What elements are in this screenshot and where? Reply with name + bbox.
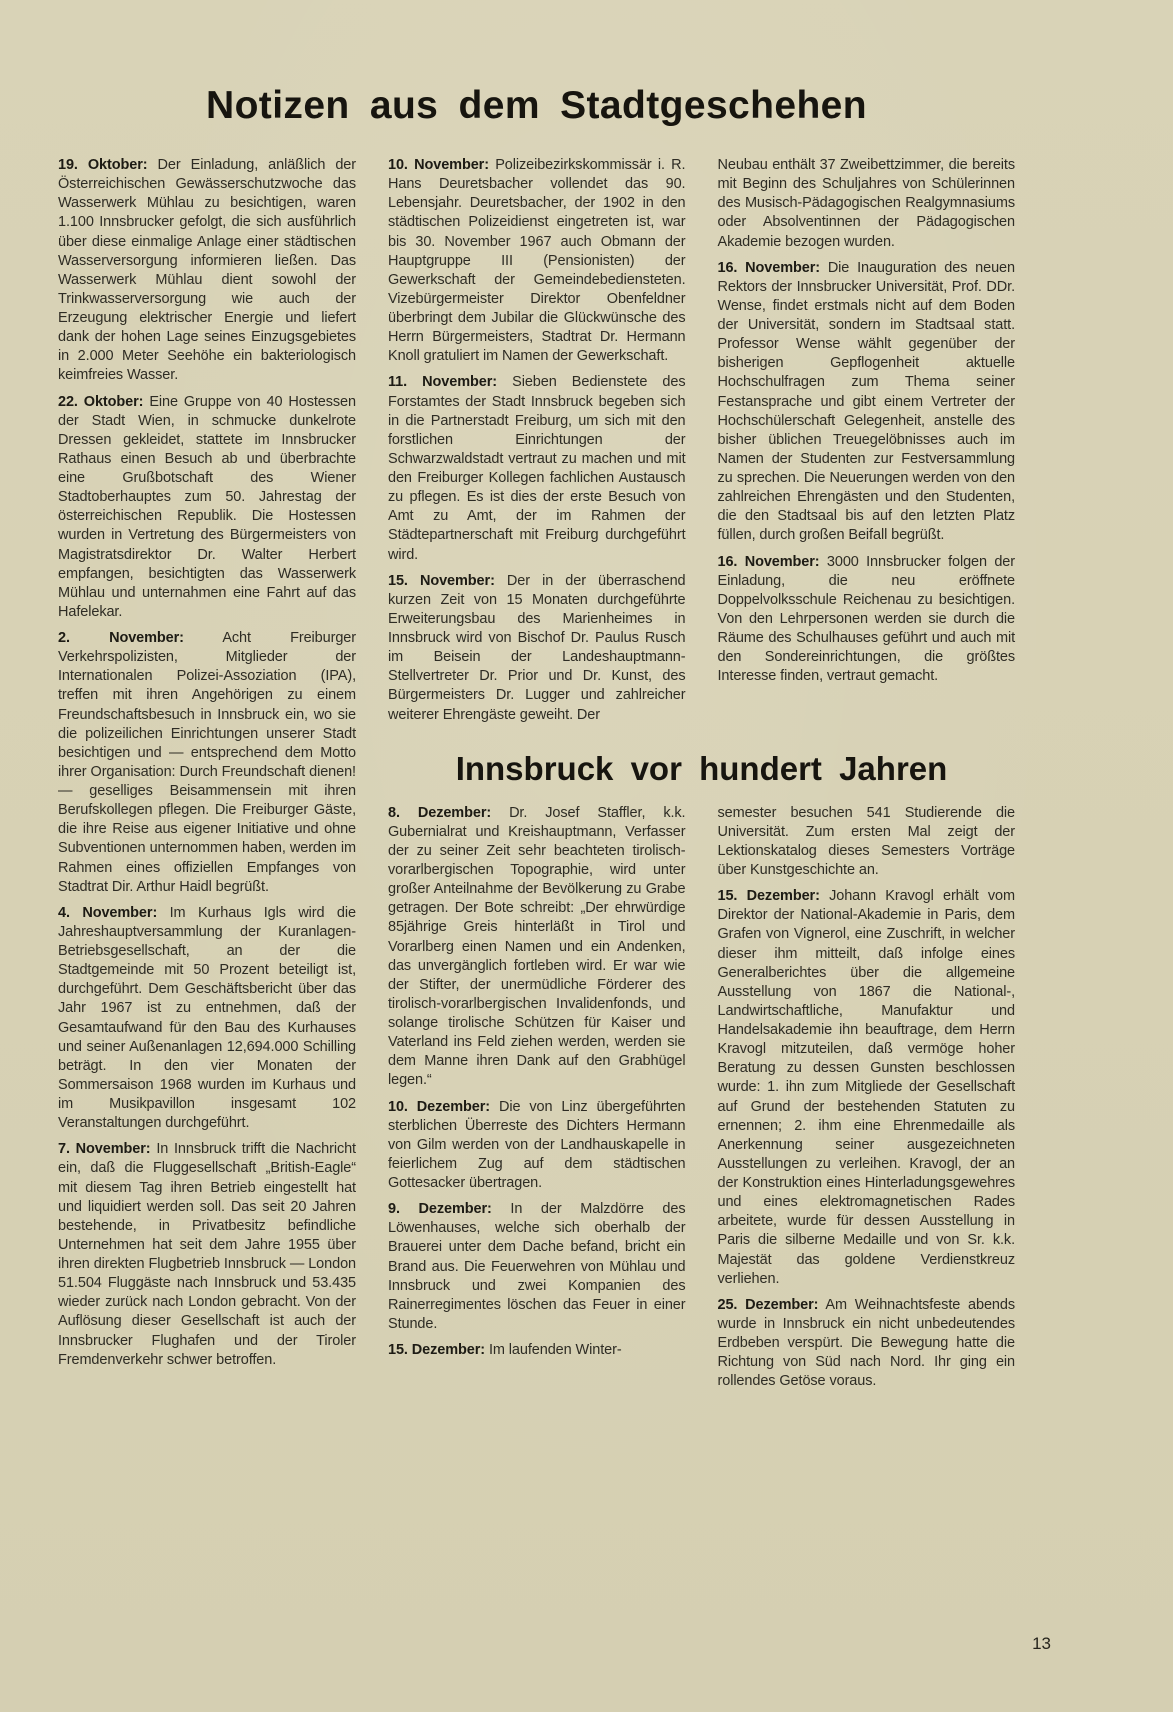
- entry-text: Neubau enthält 37 Zweibettzimmer, die bereits mit Beginn des Schuljahres von Schülerinnen des Musisch-Pädagogischen Realgymnasiums oder Absolventinnen der Pädagogischen Akademie bezogen wurden.: [717, 157, 1015, 250]
- news-entry: [718, 553, 1016, 687]
- news-entry: [388, 1098, 686, 1194]
- entry-text: Acht Freiburger Verkehrspolizisten, Mitglieder der Internationalen Polizei-Assoziation (IPA), treffen mit ihren Angehörigen zu einem Freundschaftsbesuch in Innsbruck ein, wo sie die polizeilichen Einrichtungen unserer Stadt besichtigen und — entsprechend dem Motto ihrer Organisation: Durch Freundschaft dienen! — geselliges Beisammensein mit ihren Berufskollegen pflegen. Die Freiburger Gäste, die ihre Reise aus eigener Initiative und ohne Subventionen unternommen haben, werden im Rahmen eines offiziellen Empfanges von Stadtrat Dir. Arthur Haidl begrüßt.: [58, 630, 356, 895]
- entry-text: semester besuchen 541 Studierende die Universität. Zum ersten Mal zeigt der Lektionskatalog dieses Semesters Vorträge über Kunstgeschichte an.: [717, 804, 1015, 878]
- entry-text: Polizeibezirkskommissär i. R. Hans Deuretsbacher vollendet das 90. Lebensjahr. Deuretsbacher, der 1902 in den städtischen Polizeidienst eingetreten ist, war bis 30. November 1967 auch Obmann der Hauptgruppe III (Pensionisten) der Gewerkschaft der Gemeindebediensteten. Vizebürgermeister Direktor Obenfeldner überbringt dem Jubilar die Glückwünsche des Herrn Bürgermeisters, Stadtrat Dr. Hermann Knoll gratuliert im Namen der Gewerkschaft.: [388, 157, 686, 365]
- news-entry: [388, 373, 686, 564]
- column-3-bottom: [718, 804, 1016, 1399]
- entry-date: 2. November:: [58, 630, 184, 646]
- entry-date: 11. November:: [388, 374, 498, 391]
- news-entry: [718, 259, 1016, 546]
- entry-text: Im Kurhaus Igls wird die Jahreshauptversammlung der Kuranlagen-Betriebsgesellschaft, an der die Stadtgemeinde mit 50 Prozent beteiligt ist, durchgeführt. Dem Geschäftsbericht über das Jahr 1967 ist zu entnehmen, daß der Gesamtaufwand für den Bau des Kurhauses und seiner Außenanlagen 12,694.000 Schilling beträgt. In den vier Monaten der Sommersaison 1968 wurden im Kurhaus und im Musikpavillon insgesamt 102 Veranstaltungen durchgeführt.: [58, 904, 356, 1132]
- right-columns-area: [388, 156, 1015, 1398]
- entry-text: In der Malzdörre des Löwenhauses, welche sich oberhalb der Brauerei unter dem Dache befand, bricht ein Brand aus. Die Feuerwehren von Mühlau und Innsbruck und zwei Kompanien des Rainerregimentes löschen das Feuer in einer Stunde.: [388, 1201, 686, 1332]
- news-entry: [58, 393, 356, 623]
- entry-date: 15. Dezember:: [717, 888, 820, 905]
- entry-text: Dr. Josef Staffler, k.k. Gubernialrat und Kreishauptmann, Verfasser der zu seiner Zeit sehr beachteten tirolisch-vorarlbergischen Topographie, wird unter großer Anteilnahme der Bevölkerung zu Grabe getragen. Der Bote schreibt: „Der ehrwürdige 85jährige Greis hinterläßt in Tirol und Vorarlberg einen Namen und ein Andenken, das unvergänglich fortleben wird. Er war wie der Stifter, der unermüdliche Förderer des tirolisch-vorarlbergischen Invalidenfonds, und solange tirolische Schützen für Kaiser und Vaterland ins Feld ziehen werden, werden sie dem Manne ihren Dank auf den Grabhügel legen.“: [388, 804, 686, 1089]
- entry-text: Sieben Bedienstete des Forstamtes der Stadt Innsbruck begeben sich in die Partnerstadt Freiburg, um sich mit den forstlichen Einrichtungen der Schwarzwaldstadt vertraut zu machen und mit den Freiburger Kollegen fachlichen Austausch zu pflegen. Es ist dies der erste Besuch von Amt zu Amt, der im Rahmen der Städtepartnerschaft mit Freiburg durchgeführt wird.: [388, 374, 686, 563]
- section-title: Innsbruck vor hundert Jahren: [455, 749, 948, 787]
- entry-text: Der Einladung, anläßlich der Österreichischen Gewässerschutzwoche das Wasserwerk Mühlau zu besichtigen, waren 1.100 Innsbrucker gefolgt, die sich ausführlich über diese einmalige Anlage einer städtischen Wasserversorgung informieren ließen. Das Wasserwerk Mühlau dient sowohl der Trinkwasserversorgung wie auch der Erzeugung elektrischer Energie und liefert dank der hohen Lage seines Einzugsgebietes in 2.000 Meter Seehöhe ein bakteriologisch keimfreies Wasser.: [58, 157, 356, 384]
- news-entry: [388, 1200, 686, 1334]
- entry-date: 16. November:: [717, 553, 820, 570]
- entry-date: 10. Dezember:: [388, 1098, 491, 1115]
- entry-date: 15. November:: [388, 572, 495, 589]
- entry-text: Der in der überraschend kurzen Zeit von 15 Monaten durchgeführte Erweiterungsbau des Marienheimes in Innsbruck wird von Bischof Dr. Paulus Rusch im Beisein der Landeshauptmann-Stellvertreter Dr. Prior und Dr. Kunst, des Bürgermeisters Dr. Lugger und zahlreicher weiterer Ehrengäste geweiht. Der: [388, 572, 686, 723]
- news-entry: [718, 887, 1016, 1289]
- page-title: Notizen aus dem Stadtgeschehen: [206, 84, 867, 127]
- news-entry: [58, 156, 356, 386]
- news-entry: [58, 904, 356, 1134]
- bottom-row: [388, 804, 1015, 1399]
- entry-date: 4. November:: [58, 904, 158, 921]
- entry-date: 15. Dezember:: [388, 1342, 486, 1358]
- article-columns: [58, 156, 1015, 1398]
- entry-text: Die von Linz übergeführten sterblichen Überreste des Dichters Hermann von Gilm werden von der Landhauskapelle in feierlichem Zug auf dem städtischen Gottesacker übertragen.: [388, 1098, 686, 1191]
- entry-date: 16. November:: [717, 259, 820, 276]
- entry-date: 25. Dezember:: [717, 1296, 819, 1313]
- entry-date: 10. November:: [388, 157, 489, 173]
- entry-date: 19. Oktober:: [58, 157, 148, 173]
- entry-date: 9. Dezember:: [388, 1201, 492, 1218]
- entry-text: Im laufenden Winter-: [488, 1342, 622, 1358]
- entry-text: In Innsbruck trifft die Nachricht ein, daß die Fluggesellschaft „British-Eagle“ mit diesem Tag ihren Betrieb eingestellt hat und liquidiert werden soll. Das seit 20 Jahren bestehende, in Privatbesitz befindliche Unternehmen hat seit dem Jahre 1955 über ihren direkten Flugbetrieb Innsbruck — London 51.504 Fluggäste nach Innsbruck und 53.435 wieder zurück nach London gebracht. Von der Auflösung dieser Gesellschaft ist auch der Innsbrucker Flughafen und der Tiroler Fremdenverkehr schwer betroffen.: [58, 1141, 356, 1368]
- news-entry: [718, 1296, 1016, 1392]
- news-entry-continuation: [718, 804, 1016, 881]
- entry-text: Johann Kravogl erhält vom Direktor der National-Akademie in Paris, dem Grafen von Vignerol, eine Zuschrift, in welcher dieser ihm mitteilt, daß infolge eines Generalberichtes über die allgemeine Ausstellung von 1867 die National-, Landwirtschaftliche, Manufaktur und Handelsakademie ihn beauftrage, dem Herrn Kravogl mitzuteilen, daß vermöge hoher Beratung zu dessen Gunsten beschlossen wurde: 1. ihn zum Mitgliede der Gesellschaft auf Grund der bestehenden Statuten zu ernennen; 2. ihm eine Ehrenmedaille als Anerkennung seiner ausgezeichneten Ausstellungen zu verleihen. Kravogl, der an der Konstruktion eines Hinterladungsgewehres und eines elektromagnetischen Rades arbeitete, wurde für dessen Ausstellung in Paris die silberne Medaille und von Sr. k.k. Majestät das goldene Verdienstkreuz verliehen.: [717, 888, 1015, 1287]
- top-row: [388, 156, 1015, 732]
- news-entry: [388, 156, 686, 366]
- entry-text: 3000 Innsbrucker folgen der Einladung, die neu eröffnete Doppelvolksschule Reichenau zu besichtigen. Von den Lehrpersonen werden sie durch die Räume des Schulhauses geführt und auch mit den Sondereinrichtungen, die größtes Interesse finden, vertraut gemacht.: [717, 553, 1015, 685]
- news-entry-continuation: [718, 156, 1016, 252]
- entry-date: 8. Dezember:: [388, 804, 492, 821]
- news-entry: [58, 629, 356, 897]
- entry-text: Am Weihnachtsfeste abends wurde in Innsbruck ein nicht unbedeutendes Erdbeben verspürt. Die Bewegung hatte die Richtung von Süd nach Nord. Ihr ging ein rollendes Getöse voraus.: [717, 1296, 1015, 1390]
- column-3-top: [718, 156, 1016, 732]
- column-1: [58, 156, 356, 1398]
- news-entry: [388, 1341, 686, 1360]
- column-2-top: [388, 156, 686, 732]
- news-entry: [58, 1140, 356, 1370]
- entry-date: 22. Oktober:: [58, 393, 144, 410]
- entry-text: Die Inauguration des neuen Rektors der Innsbrucker Universität, Prof. DDr. Wense, findet erstmals nicht auf dem Boden der Universität, sondern im Stadtsaal statt. Professor Wense wählt gegenüber der bisherigen Gepflogenheit aktuelle Hochschulfragen zum Thema seiner Festansprache und gibt einem Vertreter der Hochschülerschaft Gelegenheit, anstelle des bisher üblichen Treuegelöbnisses auch im Namen der Studenten zur Festversammlung zu sprechen. Die Neuerungen werden von den zahlreichen Ehrengästen und den Studenten, die den Stadtsaal bis auf den letzten Platz füllen, durch großen Beifall begrüßt.: [717, 259, 1015, 544]
- news-entry: [388, 572, 686, 725]
- page-number: 13: [1032, 1634, 1051, 1653]
- news-entry: [388, 804, 686, 1091]
- entry-date: 7. November:: [58, 1141, 151, 1158]
- entry-text: Eine Gruppe von 40 Hostessen der Stadt Wien, in schmucke dunkelrote Dressen gekleidet, stattete im Innsbrucker Rathaus einen Besuch ab und überbrachte eine Grußbotschaft des Wiener Stadtoberhauptes zum 50. Jahrestag der österreichischen Republik. Die Hostessen wurden in Vertretung des Bürgermeisters von Magistratsdirektor Dr. Walter Herbert empfangen, besichtigten das Wasserwerk Mühlau und unternahmen eine Fahrt auf das Hafelekar.: [58, 393, 356, 620]
- column-2-bottom: [388, 804, 686, 1399]
